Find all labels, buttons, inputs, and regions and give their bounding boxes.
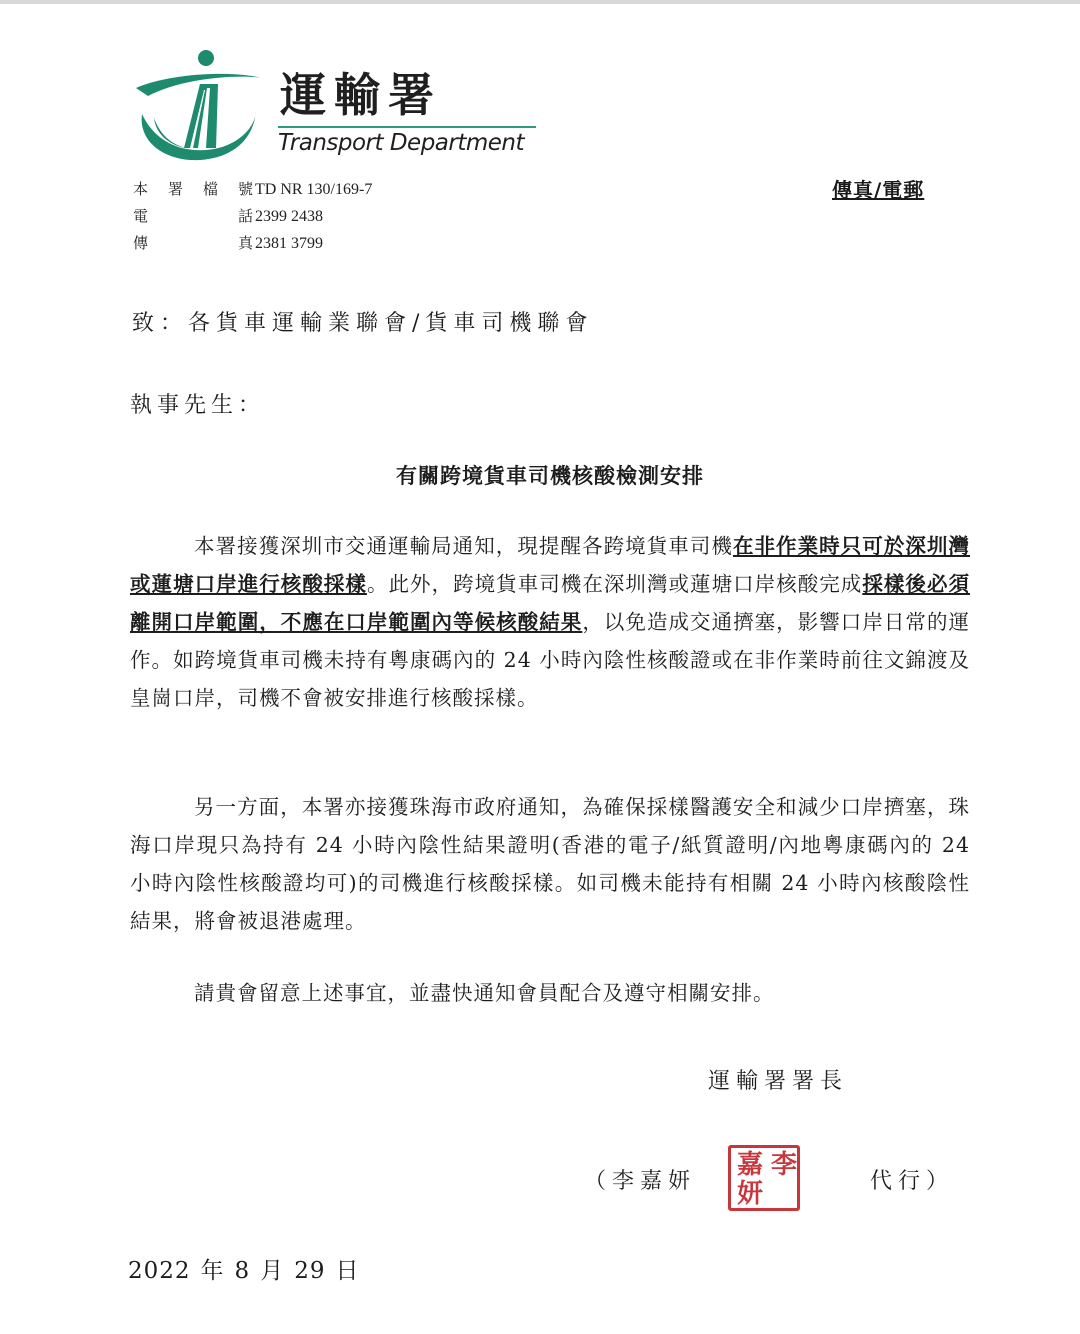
- signer-title: 運輸署署長: [708, 1069, 849, 1094]
- seal-char: 嘉: [737, 1150, 764, 1180]
- seal-char: 李: [771, 1150, 798, 1180]
- date-month: 8: [234, 1258, 251, 1284]
- reference-row-file-number: [133, 176, 372, 203]
- letterhead-name-zh: 運輸署: [280, 68, 442, 122]
- top-border: [0, 0, 1080, 4]
- transport-department-logo-icon: [128, 44, 268, 164]
- paragraph-text: 本署接獲深圳市交通運輸局通知，現提醒各跨境貨車司機: [194, 534, 733, 558]
- date-year-unit: 年: [200, 1258, 225, 1284]
- subject-heading: [0, 460, 1080, 490]
- recipient-line: 致：各貨車運輸業聯會/貨車司機聯會: [132, 311, 594, 336]
- letter-date: [128, 1252, 369, 1285]
- letterhead-divider: [278, 126, 536, 128]
- reference-label: 傳 真: [133, 234, 253, 252]
- reference-value: 2381 3799: [255, 235, 323, 252]
- reference-label: 本 署 檔 號: [133, 180, 253, 198]
- paragraph-text: ，以免造成交通擠塞，影響口岸日常的運作。如跨境貨車司機未持有粵康碼內的 24 小時內陰性核酸證或在非作業時前往文錦渡及皇崗口岸，司機不會被安排進行核酸採樣。: [130, 610, 970, 710]
- reference-row-fax: [133, 230, 372, 257]
- subject-text: 有關跨境貨車司機核酸檢測安排: [396, 463, 704, 488]
- signer-name: （李嘉妍: [584, 1169, 697, 1194]
- reference-block: [133, 176, 372, 257]
- fax-email-label: 傳真/電郵: [832, 178, 925, 202]
- date-year: 2022: [128, 1258, 191, 1284]
- reference-row-phone: [133, 203, 372, 230]
- reference-value: TD NR 130/169-7: [255, 181, 373, 198]
- paragraph-text: 。此外，跨境貨車司機在深圳灣或蓮塘口岸核酸完成: [366, 572, 863, 596]
- emphasis-text: 採樣後必須離開口岸範圍，不應在口岸範圍內等候核酸結果: [130, 572, 971, 634]
- body-paragraph-2: 另一方面，本署亦接獲珠海市政府通知，為確保採樣醫護安全和減少口岸擠塞，珠海口岸現只為持有 24 小時內陰性結果證明(香港的電子/紙質證明/內地粵康碼內的 24 小時內陰性核酸證均可)的司機進行核酸採樣。如司機未能持有相關 24 小時內核酸陰性結果，將會被退港處理。: [130, 795, 970, 933]
- seal-char: 妍: [737, 1179, 764, 1209]
- date-day-unit: 日: [335, 1258, 360, 1284]
- reference-value: 2399 2438: [255, 208, 323, 225]
- signer-role: 代行）: [870, 1169, 955, 1194]
- date-day: 29: [294, 1258, 326, 1284]
- reference-label: 電 話: [133, 207, 253, 225]
- date-month-unit: 月: [260, 1258, 285, 1284]
- body-paragraph-1: [130, 527, 970, 717]
- body-paragraph-3: 請貴會留意上述事宜，並盡快通知會員配合及遵守相關安排。: [194, 981, 775, 1005]
- salutation: 執事先生：: [130, 393, 266, 418]
- emphasis-text: 在非作業時只可於深圳灣或蓮塘口岸進行核酸採樣: [130, 534, 971, 596]
- name-seal-stamp: [728, 1145, 800, 1211]
- letterhead-name-en: Transport Department: [278, 130, 525, 156]
